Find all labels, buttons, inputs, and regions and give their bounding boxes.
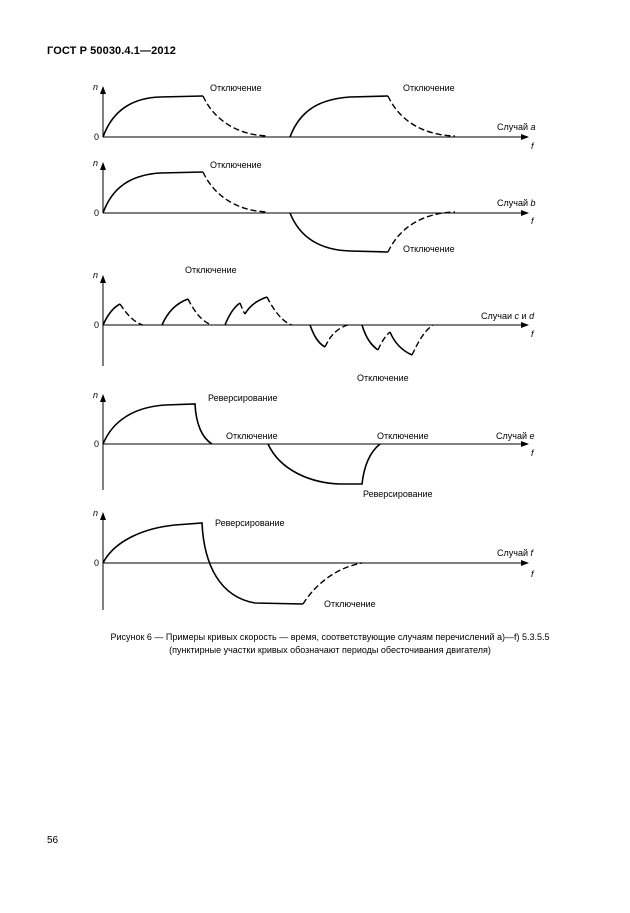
zero-label: 0 [94,320,100,330]
zero-label: 0 [94,208,100,218]
panel-case-a [93,82,536,151]
label-off-2: Отключение [357,373,409,383]
label-off-2: Отключение [377,431,429,441]
zero-label: 0 [94,439,100,449]
label-off-1: Отключение [210,83,262,93]
t-axis-label: f [531,141,534,151]
caption-line-2: (пунктирные участки кривых обозначают периоды обесточивания двигателя) [169,645,491,655]
case-label-c-d: Случаи c и d [481,311,535,321]
label-off-1: Отключение [226,431,278,441]
document-header: ГОСТ Р 50030.4.1—2012 [47,45,176,57]
n-axis-label: n [93,270,99,280]
n-axis-label: n [93,390,99,400]
panel-case-c-d [93,265,535,383]
label-reversal-2: Реверсирование [363,489,433,499]
page-number: 56 [47,835,59,846]
zero-label: 0 [94,558,100,568]
t-axis-label: f [531,569,534,579]
label-off: Отключение [324,599,376,609]
caption-line-1: Рисунок 6 — Примеры кривых скорость — время, соответствующие случаям перечислений a)—f) 5.3.5.5 [110,632,550,642]
case-label-e: Случай e [496,431,535,441]
label-reversal: Реверсирование [215,518,285,528]
panel-case-b [93,158,536,254]
panel-case-e [93,390,535,499]
label-off-1: Отключение [210,160,262,170]
n-axis-label: n [93,158,99,168]
label-reversal-1: Реверсирование [208,393,278,403]
t-axis-label: f [531,216,534,226]
case-label-f: Случай f [497,548,534,558]
n-axis-label: n [93,82,99,92]
zero-label: 0 [94,132,100,142]
t-axis-label: f [531,448,534,458]
case-label-a: Случай a [497,122,536,132]
panel-case-f [93,508,535,610]
label-off-1: Отключение [185,265,237,275]
figure-caption [40,631,620,657]
case-label-b: Случай b [497,198,536,208]
label-off-2: Отключение [403,244,455,254]
label-off-2: Отключение [403,83,455,93]
n-axis-label: n [93,508,99,518]
t-axis-label: f [531,329,534,339]
